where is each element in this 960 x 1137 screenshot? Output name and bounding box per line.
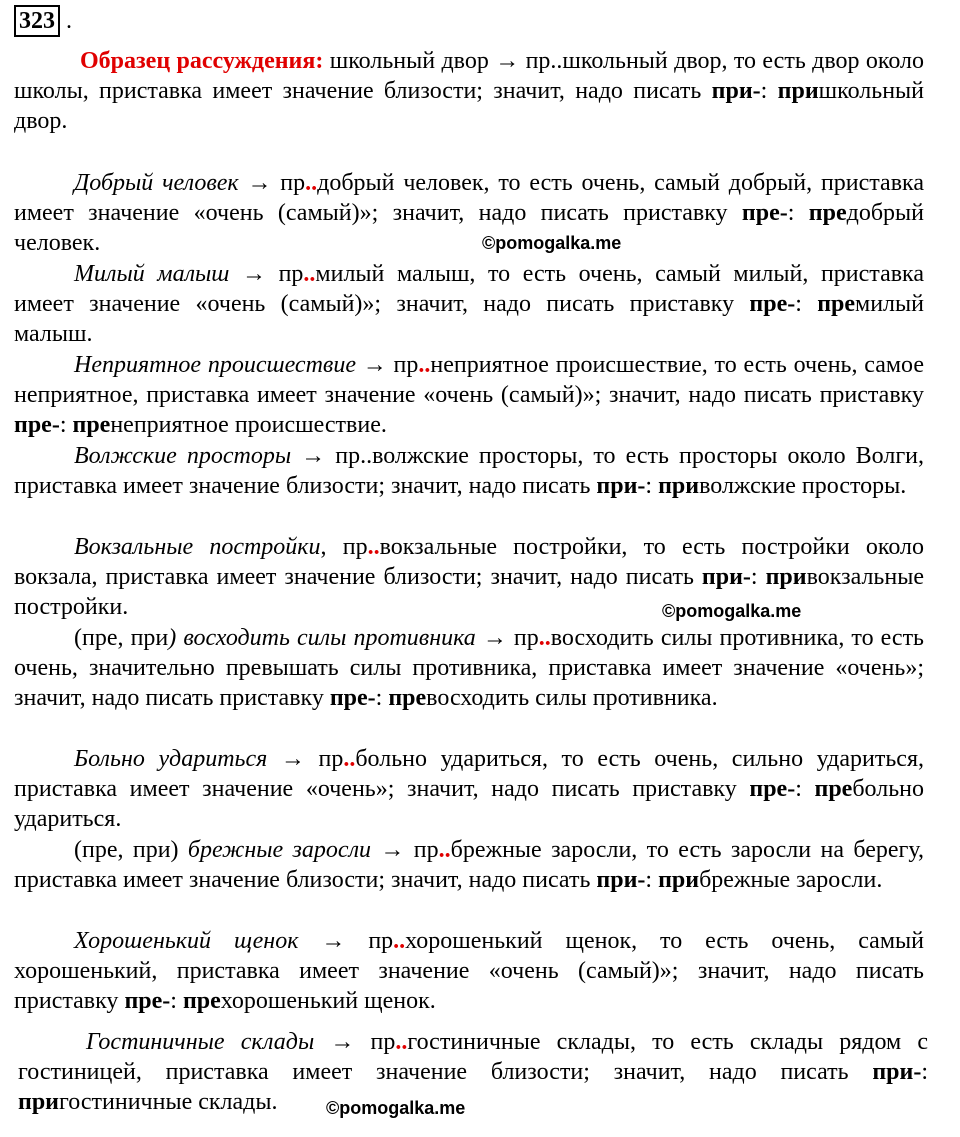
entry-6: Больно удариться → пр..больно удариться, то есть очень, сильно удариться, приставка имеет значение «очень»; значит, надо писать приставку пре-: пребольно удариться. [14,746,925,832]
sample-paragraph: Образец рассуждения: школьный двор → пр..школьный двор, то есть двор около школы, приставка имеет значение близости; значит, надо писать при-: пришкольный двор. [14,48,925,134]
entry-phrase: Добрый человек [74,170,239,196]
entry-2: Неприятное происшествие → пр..неприятное происшествие, то есть очень, самое неприятное, приставка имеет значение «очень (самый)»; значит, надо писать приставку пре-: пренеприятное происшествие. [14,352,924,438]
entry-phrase: Больно удариться [74,746,268,772]
entry-phrase: Неприятное происшествие [74,352,356,378]
sample-text: школьный двор → пр..школьный двор, то есть двор около школы, приставка имеет значение близости; значит, надо писать [14,48,924,104]
entry-4: Вокзальные постройки, пр..вокзальные постройки, то есть постройки около вокзала, приставка имеет значение близости; значит, надо писать при-: привокзальные постройки. [14,534,925,620]
entry-phrase: Волжские просторы [74,443,292,469]
watermark: ©pomogalka.me [662,601,802,621]
entry-phrase: Вокзальные постройки [74,534,321,560]
exercise-number-dot: . [66,8,72,34]
entry-phrase: Хорошенький щенок [74,928,299,954]
entry-9: Гостиничные склады → пр..гостиничные склады, то есть склады рядом с гостиницей, приставка имеет значение близости; значит, надо писать при-: пригостиничные склады. [18,1029,929,1115]
entry-0: Добрый человек → пр..добрый человек, то есть очень, самый добрый, приставка имеет значение «очень (самый)»; значит, надо писать приставку пре-: предобрый человек. [14,170,924,256]
entry-1: Милый малыш → пр..милый малыш, то есть очень, самый милый, приставка имеет значение «очень (самый)»; значит, надо писать приставку пре-: премилый малыш. [14,261,924,347]
exercise-number: 323 [14,5,60,37]
entry-phrase: ) восходить силы противника [168,625,476,651]
sample-label: Образец рассуждения: [80,48,324,74]
watermark: ©pomogalka.me [482,233,622,253]
entry-phrase: Милый малыш [74,261,230,287]
entry-7: (пре, при) брежные заросли → пр..брежные заросли, то есть заросли на берегу, приставка имеет значение близости; значит, надо писать при-: прибрежные заросли. [14,837,924,893]
entry-phrase: Гостиничные склады [86,1029,315,1055]
entry-3: Волжские просторы → пр..волжские просторы, то есть просторы около Волги, приставка имеет значение близости; значит, надо писать при-: приволжские просторы. [14,443,925,499]
entry-8: Хорошенький щенок → пр..хорошенький щенок, то есть очень, самый хорошенький, приставка имеет значение «очень (самый)»; значит, надо писать приставку пре-: прехорошенький щенок. [14,928,924,1014]
sample-prefix: при- [711,78,761,104]
sample-answer-rest: школьный двор. [14,78,925,134]
sample-answer-prefix: при [777,78,819,104]
entry-phrase: брежные заросли [187,837,372,863]
watermark: ©pomogalka.me [326,1098,466,1118]
entry-5: (пре, при) восходить силы противника → пр..восходить силы противника, то есть очень, значительно превышать силы противника, приставка имеет значение «очень»; значит, надо писать приставку пре-: превосходить силы противника. [14,625,924,711]
